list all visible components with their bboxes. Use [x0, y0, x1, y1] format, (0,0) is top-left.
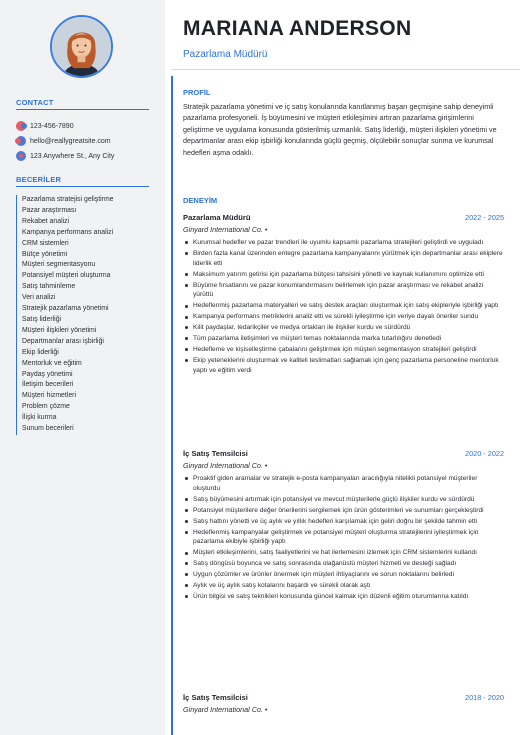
job-company-1: Ginyard International Co. •	[183, 225, 268, 234]
contact-address	[16, 150, 114, 162]
job-bullet: Tüm pazarlama iletişimleri ve müşteri temas noktalarında marka tutarlılığını denetledi	[183, 334, 505, 344]
job-bullet: Potansiyel müşterilere değer önerilerini sergilemek için ürün gösterimleri ve sunumları gerçekleştirdi	[183, 506, 505, 516]
skill-item: Rekabet analizi	[16, 217, 156, 228]
skills-divider	[16, 186, 149, 187]
skill-item: Veri analizi	[16, 293, 156, 304]
main-content	[165, 0, 520, 735]
skill-item: CRM sistemleri	[16, 239, 156, 250]
job-title-1: Pazarlama Müdürü	[183, 213, 251, 222]
experience-heading: DENEYİM	[183, 196, 218, 205]
skill-item: Stratejik pazarlama yönetimi	[16, 304, 156, 315]
skill-item: İletişim becerileri	[16, 380, 156, 391]
skill-item: Satış liderliği	[16, 315, 156, 326]
job-bullet: Kilit paydaşlar, tedarikçiler ve medya ortakları ile ilişkiler kurdu ve sürdürdü	[183, 323, 505, 333]
phone-text: 123-456-7890	[30, 122, 74, 130]
profile-photo	[50, 15, 113, 78]
skill-item: Pazarlama stratejisi geliştirme	[16, 195, 156, 206]
job-company-2: Ginyard International Co. •	[183, 461, 268, 470]
job-bullet: Satış döngüsü boyunca ve satış sonrasında olağanüstü müşteri hizmeti ve desteği sağladı	[183, 559, 505, 569]
skill-item: Müşteri ilişkileri yönetimi	[16, 326, 156, 337]
contact-email[interactable]	[16, 135, 111, 147]
job-title-3: İç Satış Temsilcisi	[183, 693, 248, 702]
job-bullet: Uygun çözümler ve ürünler önermek için müşteri ihtiyaçlarını ve sorun noktalarını belirledi	[183, 570, 505, 580]
skill-item: Müşteri segmentasyonu	[16, 260, 156, 271]
job-bullet: Ekip yeteneklerini oluşturmak ve kaliteli teslimatları sağlamak için genç pazarlama personeline mentorluk yaptı ve eğitim verdi	[183, 356, 505, 375]
contact-divider	[16, 109, 149, 110]
skill-item: Departmanlar arası işbirliği	[16, 337, 156, 348]
job-bullet: Proaktif giden aramalar ve stratejik e-posta kampanyaları aracılığıyla nitelikli potansiyel müşteriler oluşturdu	[183, 474, 505, 493]
contact-phone	[16, 120, 74, 132]
contact-heading: CONTACT	[16, 98, 54, 107]
job-bullet: Büyüme fırsatlarını ve pazar konumlandırmasını belirlemek için pazar araştırması ve rekabet analizi yürüttü	[183, 281, 505, 300]
job-title-2: İç Satış Temsilcisi	[183, 449, 248, 458]
skill-item: Potansiyel müşteri oluşturma	[16, 271, 156, 282]
job-bullet: Hedeflenmiş pazarlama materyalleri ve satış destek araçları oluşturmak için satış ekipleriyle işbirliği yaptı	[183, 301, 505, 311]
skill-item: Mentorluk ve eğitim	[16, 359, 156, 370]
job-bullet: Ürün bilgisi ve satış teknikleri konusunda güncel kalmak için düzenli eğitim oturumlarına katıldı	[183, 592, 505, 602]
skill-item: Müşteri hizmetleri	[16, 391, 156, 402]
job-bullet: Satış hattını yönetti ve üç aylık ve yıllık hedefleri karşılamak için geliri doğru bir şekilde tahmin etti	[183, 517, 505, 527]
job-bullets-2	[183, 474, 505, 603]
skill-item: Pazar araştırması	[16, 206, 156, 217]
address-text: 123 Anywhere St., Any City	[30, 152, 115, 160]
job-bullet: Müşteri etkileşimlerini, satış faaliyetlerini ve hat ilerlemesini izlemek için CRM sistemlerini kullandı	[183, 548, 505, 558]
job-bullet: Hedeflenmiş kampanyalar geliştirmek ve potansiyel müşteri oluşturma stratejilerini iyileştirmek için pazarlama ekibiyle işbirliği yaptı	[183, 528, 505, 547]
job-company-3: Ginyard International Co. •	[183, 705, 268, 714]
location-icon	[16, 151, 26, 161]
portrait-illustration	[52, 17, 111, 76]
job-bullet: Kampanya performans metriklerini analiz etti ve sürekli iyileştirme için veriye dayalı öneriler sundu	[183, 312, 505, 322]
job-bullet: Kurumsal hedefler ve pazar trendleri ile uyumlu kapsamlı pazarlama stratejileri geliştirdi ve uyguladı	[183, 238, 505, 248]
profile-heading: PROFİL	[183, 88, 211, 97]
skill-item: Satış tahminleme	[16, 282, 156, 293]
skills-list	[16, 195, 156, 435]
job-date-1: 2022 - 2025	[465, 213, 504, 222]
job-bullet: Satış büyümesini artırmak için potansiyel ve mevcut müşterilerle güçlü ilişkiler kurdu ve sürdürdü	[183, 495, 505, 505]
header-divider	[171, 69, 520, 70]
skill-item: Sunum becerileri	[16, 424, 156, 435]
job-bullet: Birden fazla kanal üzerinden entegre pazarlama kampanyalarını yürütmek için departmanlar arası ekiplere liderlik etti	[183, 249, 505, 268]
job-bullet: Aylık ve üç aylık satış kotalarını başardı ve sürekli olarak aştı	[183, 581, 505, 591]
job-bullet: Hedefleme ve kişiselleştirme çabalarını geliştirmek için müşteri segmentasyon stratejileri geliştirdi	[183, 345, 505, 355]
email-text[interactable]: hello@reallygreatsite.com	[30, 137, 111, 145]
job-bullet: Maksimum yatırım getirisi için pazarlama bütçesi tahsisini yönetti ve kaynak kullanımını optimize etti	[183, 270, 505, 280]
job-date-3: 2018 - 2020	[465, 693, 504, 702]
job-date-2: 2020 - 2022	[465, 449, 504, 458]
person-name: MARIANA ANDERSON	[183, 17, 412, 40]
sidebar	[0, 0, 165, 735]
skill-item: İlişki kurma	[16, 413, 156, 424]
skills-heading: BECERİLER	[16, 175, 62, 184]
accent-line	[171, 76, 173, 735]
profile-summary: Stratejik pazarlama yönetimi ve iç satış konularında kanıtlanmış başarı geçmişine sahip deneyimli pazarlama profesyoneli. İş büyümesini ve müşteri etkileşimini artıran pazarlama girişimlerini geliştirme ve uygulama konusunda gösterilmiş uzmanlık. Satış liderliği, müşteri ilişkileri yönetimi ve departmanlar arası ekip işbirliği konularında güçlü geçmiş, ölçülebilir sonuçlar sunma ve kurumsal hedefleri aşma odaklı.	[183, 102, 497, 157]
skill-item: Paydaş yönetimi	[16, 370, 156, 381]
job-bullets-1	[183, 238, 505, 377]
skill-item: Problem çözme	[16, 402, 156, 413]
skill-item: Kampanya performans analizi	[16, 228, 156, 239]
phone-icon	[16, 121, 26, 131]
email-icon	[16, 136, 26, 146]
skill-item: Ekip liderliği	[16, 348, 156, 359]
job-role: Pazarlama Müdürü	[183, 49, 268, 60]
skill-item: Bütçe yönetimi	[16, 250, 156, 261]
